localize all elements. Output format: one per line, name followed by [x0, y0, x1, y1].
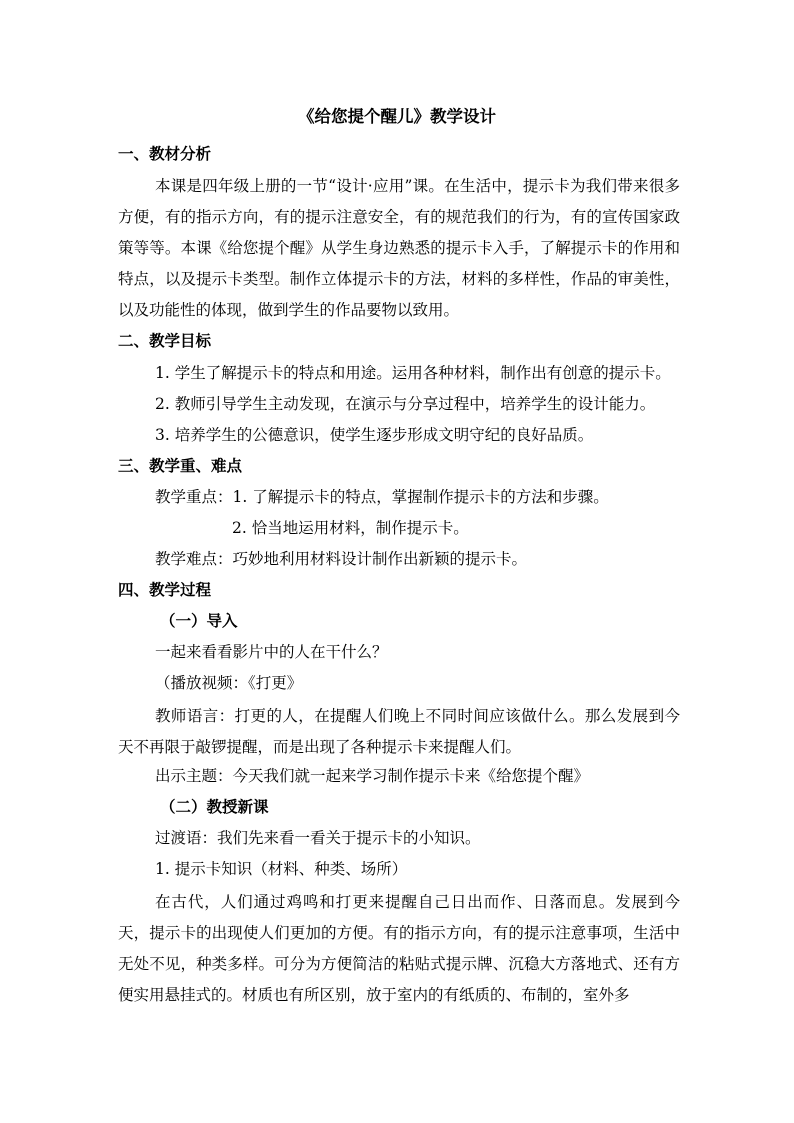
section-heading-goals: 二、教学目标 [118, 331, 212, 350]
section-heading-process: 四、教学过程 [118, 580, 212, 599]
subheading-intro: （一）导入 [160, 611, 238, 630]
goal-item-3: 3. 培养学生的公德意识，使学生逐步形成文明守纪的良好品质。 [155, 426, 594, 444]
section-heading-analysis: 一、教材分析 [118, 144, 212, 163]
section-heading-key-points: 三、教学重、难点 [118, 456, 243, 475]
paragraph-analysis: 本课是四年级上册的一节“设计·应用”课。在生活中，提示卡为我们带来很多方便，有的指示方向，有的提示注意安全，有的规范我们的行为，有的宣传国家政策等等。本课《给您提个醒》从学生身边熟悉的提示卡入手，了解提示卡的作用和特点，以及提示卡类型。制作立体提示卡的方法，材料的多样性，作品的审美性，以及功能性的体现，做到学生的作品要物以致用。 [118, 177, 680, 319]
intro-line-1: 一起来看看影片中的人在干什么？ [155, 643, 388, 661]
lesson-line-1: 过渡语：我们先来看一看关于提示卡的小知识。 [155, 829, 481, 847]
lesson-line-2: 1. 提示卡知识（材料、种类、场所） [155, 860, 408, 878]
subheading-new-lesson: （二）教授新课 [160, 797, 269, 816]
goal-item-1: 1. 学生了解提示卡的特点和用途。运用各种材料，制作出有创意的提示卡。 [155, 364, 671, 382]
intro-line-3: 出示主题：今天我们就一起来学习制作提示卡来《给您提个醒》 [155, 767, 590, 785]
document-title: 《给您提个醒儿》教学设计 [298, 107, 496, 126]
key-point-2: 2. 恰当地运用材料，制作提示卡。 [232, 519, 469, 537]
paragraph-teacher-language: 教师语言：打更的人，在提醒人们晚上不同时间应该做什么。那么发展到今天不再限于敲锣提醒，而是出现了各种提示卡来提醒人们。 [118, 707, 680, 756]
paragraph-card-knowledge: 在古代，人们通过鸡鸣和打更来提醒自己日出而作、日落而息。发展到今天，提示卡的出现使人们更加的方便。有的指示方向，有的提示注意事项，生活中无处不见，种类多样。可分为方便简洁的粘贴式提示牌、沉稳大方落地式、还有方便实用悬挂式的。材质也有所区别，放于室内的有纸质的、布制的，室外多 [118, 893, 680, 1004]
key-point-1: 教学重点：1. 了解提示卡的特点，掌握制作提示卡的方法和步骤。 [155, 488, 609, 506]
intro-line-2: （播放视频：《打更》 [155, 674, 303, 692]
goal-item-2: 2. 教师引导学生主动发现，在演示与分享过程中，培养学生的设计能力。 [155, 395, 656, 413]
difficulty-point: 教学难点：巧妙地利用材料设计制作出新颖的提示卡。 [155, 550, 528, 568]
